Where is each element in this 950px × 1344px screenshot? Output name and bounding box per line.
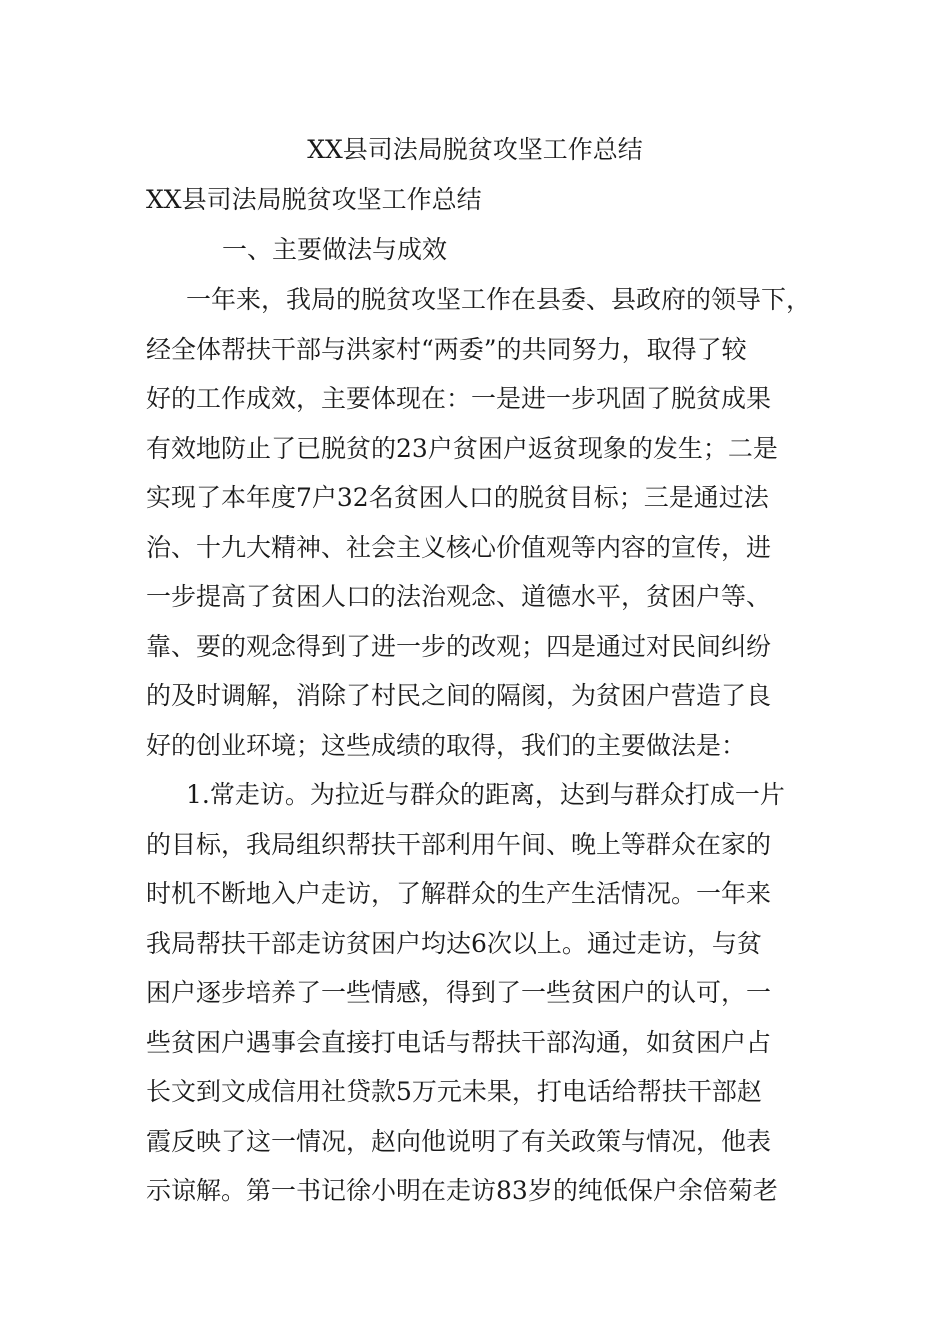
paragraph-line: 些贫困户遇事会直接打电话与帮扶干部沟通，如贫困户占 (146, 1027, 772, 1057)
paragraph-line: 治、十九大精神、社会主义核心价值观等内容的宣传，进 (146, 532, 772, 562)
body-text (146, 280, 826, 1221)
paragraph-line: 一步提高了贫困人口的法治观念、道德水平，贫困户等、 (146, 582, 772, 611)
paragraph-line: 的及时调解，消除了村民之间的隔阂，为贫困户营造了良 (146, 681, 772, 710)
paragraph-line: 一年来，我局的脱贫攻坚工作在县委、县政府的领导下， (186, 285, 812, 314)
paragraph-line: 有效地防止了已脱贫的23户贫困户返贫现象的发生；二是 (146, 433, 778, 463)
paragraph-line: 1.常走访。为拉近与群众的距离，达到与群众打成一片 (186, 780, 785, 809)
section-heading: 一、主要做法与成效 (222, 235, 448, 264)
document-title: XX县司法局脱贫攻坚工作总结 (307, 135, 643, 164)
paragraph-line: 霞反映了这一情况，赵向他说明了有关政策与情况，他表 (146, 1126, 772, 1156)
paragraph-line: 好的工作成效，主要体现在：一是进一步巩固了脱贫成果 (146, 384, 772, 413)
paragraph-line: 长文到文成信用社贷款5万元未果，打电话给帮扶干部赵 (146, 1077, 762, 1106)
paragraph-line: 困户逐步培养了一些情感，得到了一些贫困户的认可，一 (146, 978, 772, 1007)
paragraph-line: 时机不断地入户走访，了解群众的生产生活情况。一年来 (146, 879, 772, 908)
paragraph-line: 示谅解。第一书记徐小明在走访83岁的纯低保户余倍菊老 (146, 1176, 778, 1205)
paragraph-line: 好的创业环境；这些成绩的取得，我们的主要做法是： (146, 730, 747, 760)
paragraph-line: 我局帮扶干部走访贫困户均达6次以上。通过走访，与贫 (146, 928, 762, 958)
paragraph-line: 靠、要的观念得到了进一步的改观；四是通过对民间纠纷 (146, 631, 772, 661)
document-subtitle: XX县司法局脱贫攻坚工作总结 (146, 185, 482, 214)
paragraph-line: 经全体帮扶干部与洪家村“两委”的共同努力，取得了较 (146, 334, 747, 364)
paragraph-line: 的目标，我局组织帮扶干部利用午间、晚上等群众在家的 (146, 829, 772, 859)
paragraph-line: 实现了本年度7户32名贫困人口的脱贫目标；三是通过法 (146, 483, 769, 512)
